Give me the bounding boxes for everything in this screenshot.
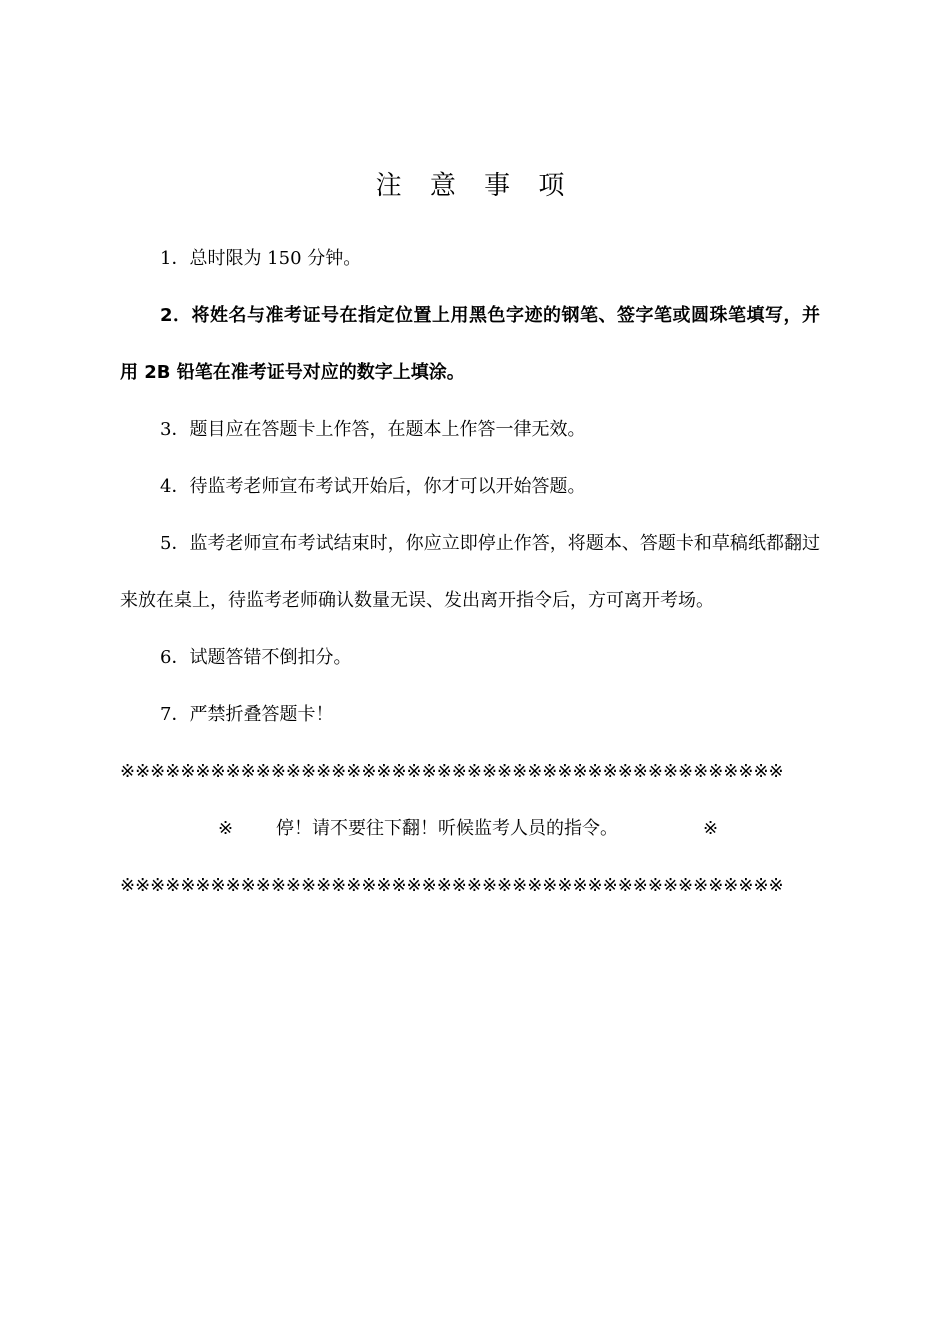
stop-mark-right: ※ xyxy=(703,818,719,839)
separator-stars-top: ※※※※※※※※※※※※※※※※※※※※※※※※※※※※※※※※※※※※※※※※※※※※ xyxy=(120,761,784,782)
instruction-item-5: 5．监考老师宣布考试结束时，你应立即停止作答，将题本、答题卡和草稿纸都翻过来放在桌上，待监考老师确认数量无误、发出离开指令后，方可离开考场。 xyxy=(120,533,820,611)
page-title: 注 意 事 项 xyxy=(375,171,575,201)
stop-notice-text: 停！请不要往下翻！听候监考人员的指令。 xyxy=(276,818,618,839)
instruction-item-4: 4．待监考老师宣布考试开始后，你才可以开始答题。 xyxy=(160,476,586,497)
stop-mark-left: ※ xyxy=(218,818,234,839)
separator-stars-bottom: ※※※※※※※※※※※※※※※※※※※※※※※※※※※※※※※※※※※※※※※※※※※※ xyxy=(120,875,784,896)
instruction-item-3: 3．题目应在答题卡上作答，在题本上作答一律无效。 xyxy=(160,419,586,440)
instruction-item-6: 6．试题答错不倒扣分。 xyxy=(160,647,352,668)
instructions-body xyxy=(120,230,820,914)
stop-notice xyxy=(120,800,820,857)
instruction-item-7: 7．严禁折叠答题卡！ xyxy=(160,704,334,725)
instruction-item-1: 1．总时限为 150 分钟。 xyxy=(160,248,362,269)
instruction-item-2: 2．将姓名与准考证号在指定位置上用黑色字迹的钢笔、签字笔或圆珠笔填写，并用 2B 铅笔在准考证号对应的数字上填涂。 xyxy=(120,305,820,383)
